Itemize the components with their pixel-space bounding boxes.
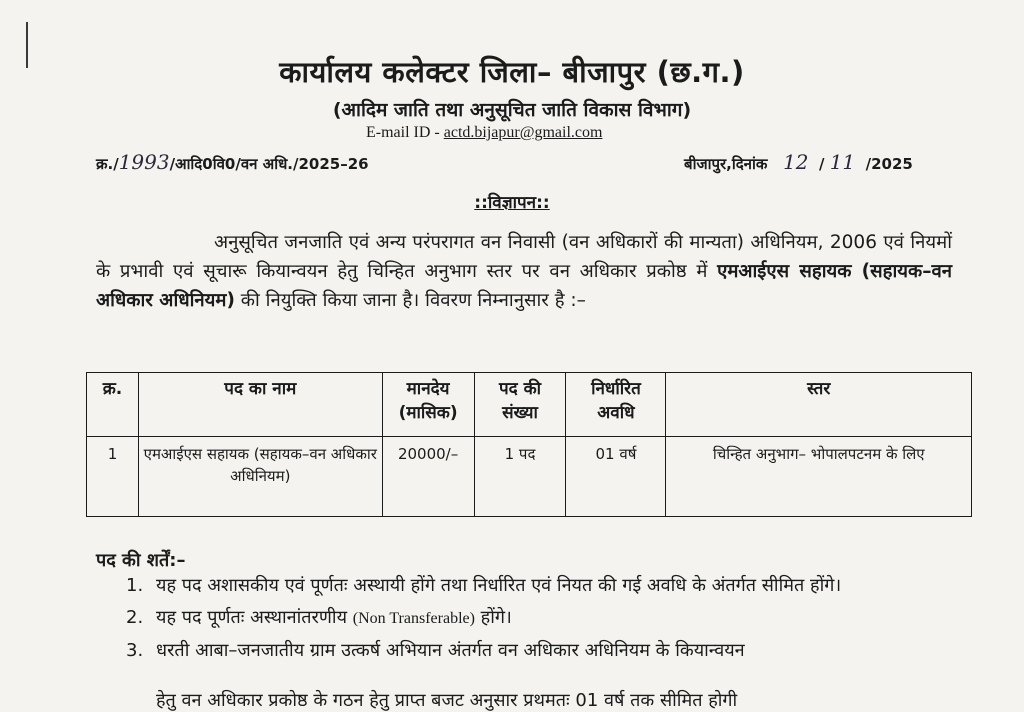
- header-level: स्तर: [666, 373, 972, 437]
- condition-number: 2.: [126, 607, 144, 628]
- cell-count: 1 पद: [474, 437, 566, 517]
- email-label: E-mail ID -: [366, 124, 444, 141]
- date-label: बीजापुर,दिनांक: [684, 155, 768, 173]
- condition-text: [156, 604, 974, 633]
- list-item: [126, 604, 974, 633]
- cell-pay: 20000/–: [382, 437, 474, 517]
- condition-text-english: (Non Transferable): [352, 610, 475, 627]
- condition-text: धरती आबा–जनजातीय ग्राम उत्कर्ष अभियान अंतर्गत वन अधिकार अधिनियम के कियान्वयन: [156, 640, 745, 661]
- notice-heading-text: ::विज्ञापन::: [474, 193, 550, 213]
- posts-table: [86, 372, 972, 517]
- date-month: 11: [829, 150, 856, 174]
- intro-paragraph: [96, 228, 952, 315]
- reference-prefix: क्र./: [96, 155, 119, 173]
- condition-text-after: होंगे।: [474, 607, 512, 628]
- cell-level: चिन्हित अनुभाग– भोपालपटनम के लिए: [666, 437, 972, 517]
- header-pay: मानदेय (मासिक): [382, 373, 474, 437]
- intro-part2: की नियुक्ति किया जाना है। विवरण निम्नानुसार है :–: [234, 290, 586, 311]
- header-count: पद की संख्या: [474, 373, 566, 437]
- condition-number: 1.: [126, 575, 144, 596]
- department-name: (आदिम जाति तथा अनुसूचित जाति विकास विभाग): [332, 99, 692, 121]
- office-title: कार्यालय कलेक्टर जिला– बीजापुर (छ.ग.): [279, 55, 745, 89]
- header-sno: क्र.: [87, 373, 139, 437]
- reference-date: बीजापुर,दिनांक 12 / 11 /2025: [684, 150, 913, 174]
- header-post-name: पद का नाम: [138, 373, 382, 437]
- condition-text-before: यह पद पूर्णतः अस्थानांतरणीय: [156, 607, 353, 628]
- email-line: [366, 124, 602, 142]
- date-year: /2025: [865, 155, 913, 173]
- conditions-heading: पद की शर्तें:–: [96, 550, 186, 571]
- reference-suffix: /आदि0वि0/वन अधि./2025–26: [169, 155, 369, 173]
- email-link[interactable]: actd.bijapur@gmail.com: [443, 124, 603, 141]
- cell-period: 01 वर्ष: [566, 437, 666, 517]
- date-day: 12: [783, 150, 809, 174]
- intro-post-name: एमआईएस सहायक (सहायक–वन अधिकार अधिनियम): [96, 261, 952, 311]
- table-row: [87, 437, 972, 517]
- cut-off-line: हेतु वन अधिकार प्रकोष्ठ के गठन हेतु प्राप्त बजट अनुसार प्रथमतः 01 वर्ष तक सीमित होगी: [156, 690, 738, 711]
- intro-part1: अनुसूचित जनजाति एवं अन्य परंपरागत वन निवासी (वन अधिकारों की मान्यता) अधिनियम, 2006 एवं नियमों के प्रभावी एवं सूचारू कियान्वयन हेतु चिन्हित अनुभाग स्तर पर वन अधिकार प्रकोष्ठ में: [96, 232, 952, 282]
- conditions-list: [126, 572, 974, 669]
- table-header-row: [87, 373, 972, 437]
- list-item: [126, 572, 974, 600]
- cell-post-name: एमआईएस सहायक (सहायक–वन अधिकार अधिनियम): [138, 437, 382, 517]
- reference-handwritten-number: 1993: [118, 150, 170, 174]
- cell-sno: 1: [87, 437, 139, 517]
- list-item: [126, 637, 974, 665]
- condition-number: 3.: [126, 640, 144, 661]
- notice-heading: [0, 190, 1024, 213]
- header-period: निर्धारित अवधि: [566, 373, 666, 437]
- reference-number: [96, 150, 369, 174]
- condition-text: यह पद अशासकीय एवं पूर्णतः अस्थायी होंगे तथा निर्धारित एवं नियत की गई अवधि के अंतर्गत सीमित होंगे।: [156, 575, 842, 596]
